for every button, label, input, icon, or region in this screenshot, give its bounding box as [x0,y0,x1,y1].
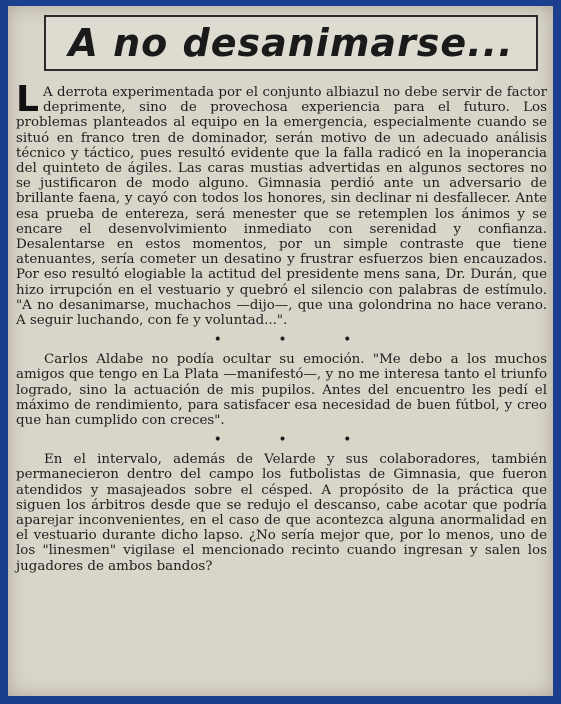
paragraph-1 [16,79,547,329]
section-separator: • • • [213,332,378,349]
section-separator: • • • [213,432,378,449]
paragraph-2: Carlos Aldabe no podía ocultar su emoción. "Me debo a los muchos amigos que tengo en La Plata —manifestó—, y no me interesa tanto el triunfo logrado, sino la actuación de mis pupilos. Antes del encuentro les pedí el máximo de rendimiento, para satisfacer esa necesidad de buen fútbol, y creo que han cumplido con creces". [16,352,547,429]
paragraph-3: En el intervalo, además de Velarde y sus colaboradores, también permanecieron dentro del campo los futbolistas de Gimnasia, que fueron atendidos y masajeados sobre el césped. A propósito de la práctica que siguen los árbitros desde que se redujo el descanso, cabe acotar que podría aparejar inconvenientes, en el caso de que acontezca alguna anormalidad en el vestuario durante dicho lapso. ¿No sería mejor que, por lo menos, uno de los "linesmen" vigilase el mencionado recinto cuando ingresan y salen los jugadores de ambos bandos? [16,452,547,574]
headline-box [44,15,538,71]
paragraph-1-text: A derrota experimentada por el conjunto albiazul no debe servir de factor deprimente, sino de provechosa experiencia para el futuro. Los problemas planteados al equipo en la emergencia, especialmente cuando se situó en franco tren de dominador, serán motivo de un adecuado análisis técnico y táctico, pues resultó evidente que la falla radicó en la inoperancia del quinteto de ágiles. Las caras mustias advertidas en algunos sectores no se justificaron de modo alguno. Gimnasia perdió ante un adversario de brillante faena, y cayó con todos los honores, sin declinar ni desfallecer. Ante esa prueba de entereza, será menester que se retemplen los ánimos y se encare el desenvolvimiento inmediato con serenidad y confianza. Desalentarse en estos momentos, por un simple contraste que tiene atenuantes, sería cometer un desatino y frustrar esfuerzos bien encauzados. Por eso resultó elogiable la actitud del presidente mens sana, Dr. Durán, que hizo irrupción en el vestuario y quebró el silencio con palabras de estímulo. "A no desanimarse, muchachos —dijo—, que una golondrina no hace verano. A seguir luchando, con fe y voluntad...". [16,85,547,329]
headline: A no desanimarse... [68,21,514,65]
drop-cap: L [16,79,39,120]
article-body [16,79,547,574]
newspaper-clipping [8,6,553,696]
